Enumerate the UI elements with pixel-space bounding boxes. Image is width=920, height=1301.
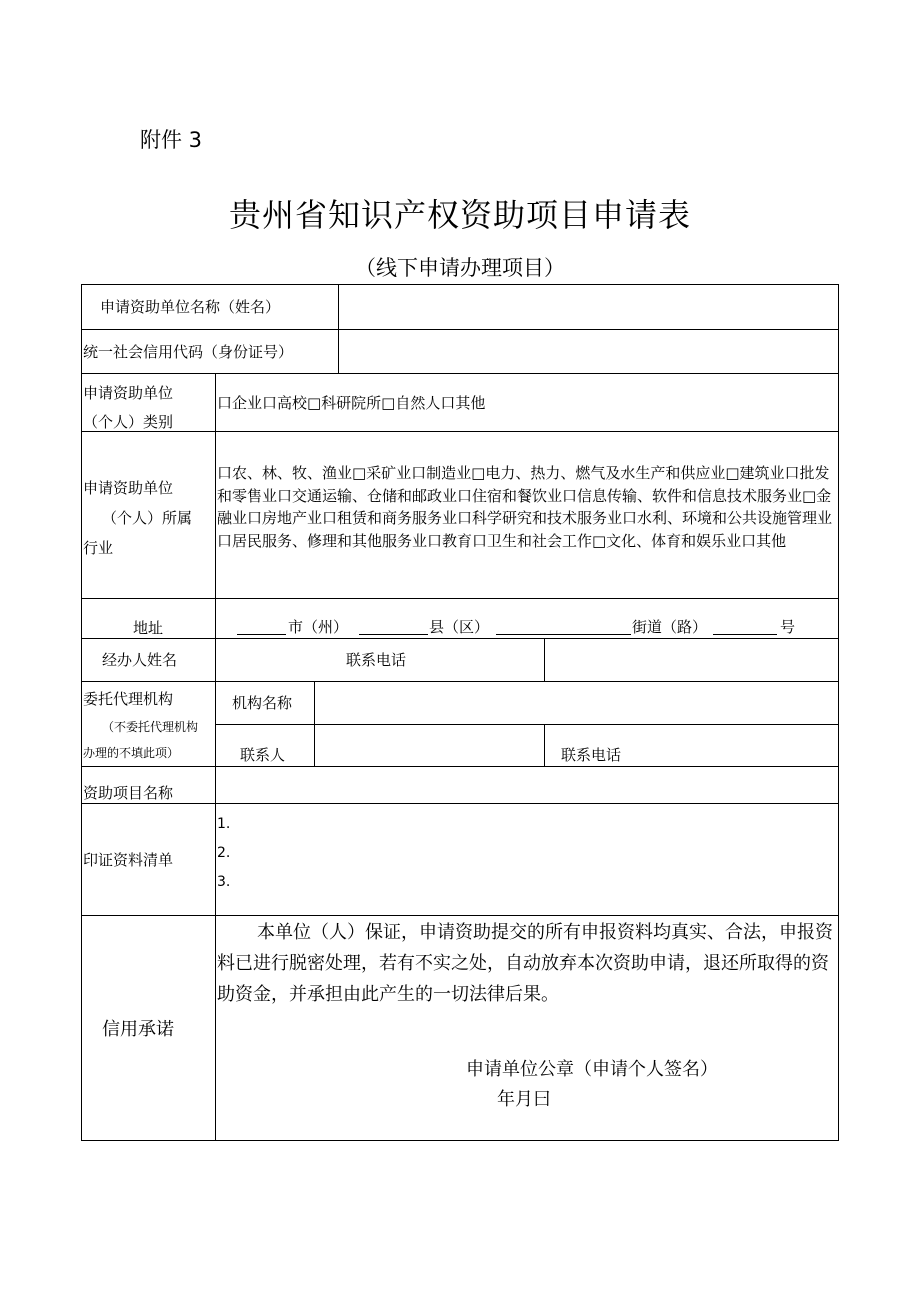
evidence-item-2[interactable]: 2. [217,845,231,861]
agency-note-line2: 办理的不填此项） [83,746,180,760]
agency-label: 委托代理机构 [83,690,174,708]
number-blank[interactable] [713,634,777,635]
address-label: 地址 [133,619,164,637]
agency-note-line1: （不委托代理机构 [102,720,199,734]
project-name-field[interactable] [217,768,837,802]
category-options[interactable]: 口企业口高校□科研院所□自然人口其他 [217,394,486,412]
column-divider [314,681,315,766]
column-divider [215,373,216,1141]
row-divider [81,431,839,432]
page-title: 贵州省知识产权资助项目申请表 [228,196,691,234]
row-divider [81,329,839,330]
row-divider [81,598,839,599]
evidence-label: 印证资料清单 [83,851,174,869]
category-label-line1: 申请资助单位 [83,384,174,402]
row-divider [81,803,839,804]
promise-date-label: 年月曰 [497,1089,551,1110]
street-blank[interactable] [496,634,631,635]
category-label-line2: （个人）类别 [83,413,174,431]
agency-contact-label: 联系人 [240,746,286,764]
evidence-item-3[interactable]: 3. [217,874,231,890]
industry-label-line3: 行业 [83,539,114,557]
unit-name-field[interactable] [340,286,837,328]
handler-phone-label: 联系电话 [346,651,407,669]
industry-label-line1: 申请资助单位 [83,479,174,497]
unit-name-label: 申请资助单位名称（姓名） [100,298,281,316]
attachment-label: 附件 3 [140,128,203,152]
row-divider [216,724,839,725]
industry-options[interactable]: 口农、林、牧、渔业□采矿业口制造业□电力、热力、燃气及水生产和供应业□建筑业口批发和零售业口交通运输、仓储和邮政业口住宿和餐饮业口信息传输、软件和信息技术服务业□金融业口房地产业口租赁和商务服务业口科学研究和技术服务业口水利、环境和公共设施管理业口居民服务、修理和其他服务业口教育口卫生和社会工作□文化、体育和娱乐业口其他 [217,464,833,550]
credit-code-label: 统一社会信用代码（身份证号） [83,343,294,361]
agency-name-label: 机构名称 [232,694,293,712]
promise-text: 本单位（人）保证，申请资助提交的所有申报资料均真实、合法，申报资料已进行脱密处理，若有不实之处，自动放弃本次资助申请，退还所取得的资助资金，并承担由此产生的一切法律后果。 [217,922,833,1005]
address-number: 号 [780,618,796,636]
address-county: 县（区） [429,618,490,636]
credit-code-field[interactable] [340,331,837,372]
row-divider [81,766,839,767]
row-divider [81,373,839,374]
industry-label-line2: （个人）所属 [102,509,193,527]
address-city: 市（州） [288,618,349,636]
row-divider [81,915,839,916]
page-subtitle: （线下申请办理项目） [355,256,565,280]
agency-contact-field[interactable] [316,726,543,765]
agency-phone-label: 联系电话 [561,746,622,764]
column-divider [544,724,545,766]
city-blank[interactable] [237,634,286,635]
address-street: 街道（路） [632,618,708,636]
seal-signature-label: 申请单位公章（申请个人签名） [466,1059,718,1080]
column-divider [338,284,339,373]
row-divider [81,681,839,682]
handler-name-label: 经办人姓名 [102,651,178,669]
row-divider [81,638,839,639]
handler-phone-field[interactable] [546,640,837,680]
column-divider [544,638,545,681]
agency-name-field[interactable] [316,683,837,723]
promise-label: 信用承诺 [102,1019,174,1040]
evidence-item-1[interactable]: 1. [217,816,231,832]
county-blank[interactable] [359,634,428,635]
project-name-label: 资助项目名称 [83,784,174,802]
